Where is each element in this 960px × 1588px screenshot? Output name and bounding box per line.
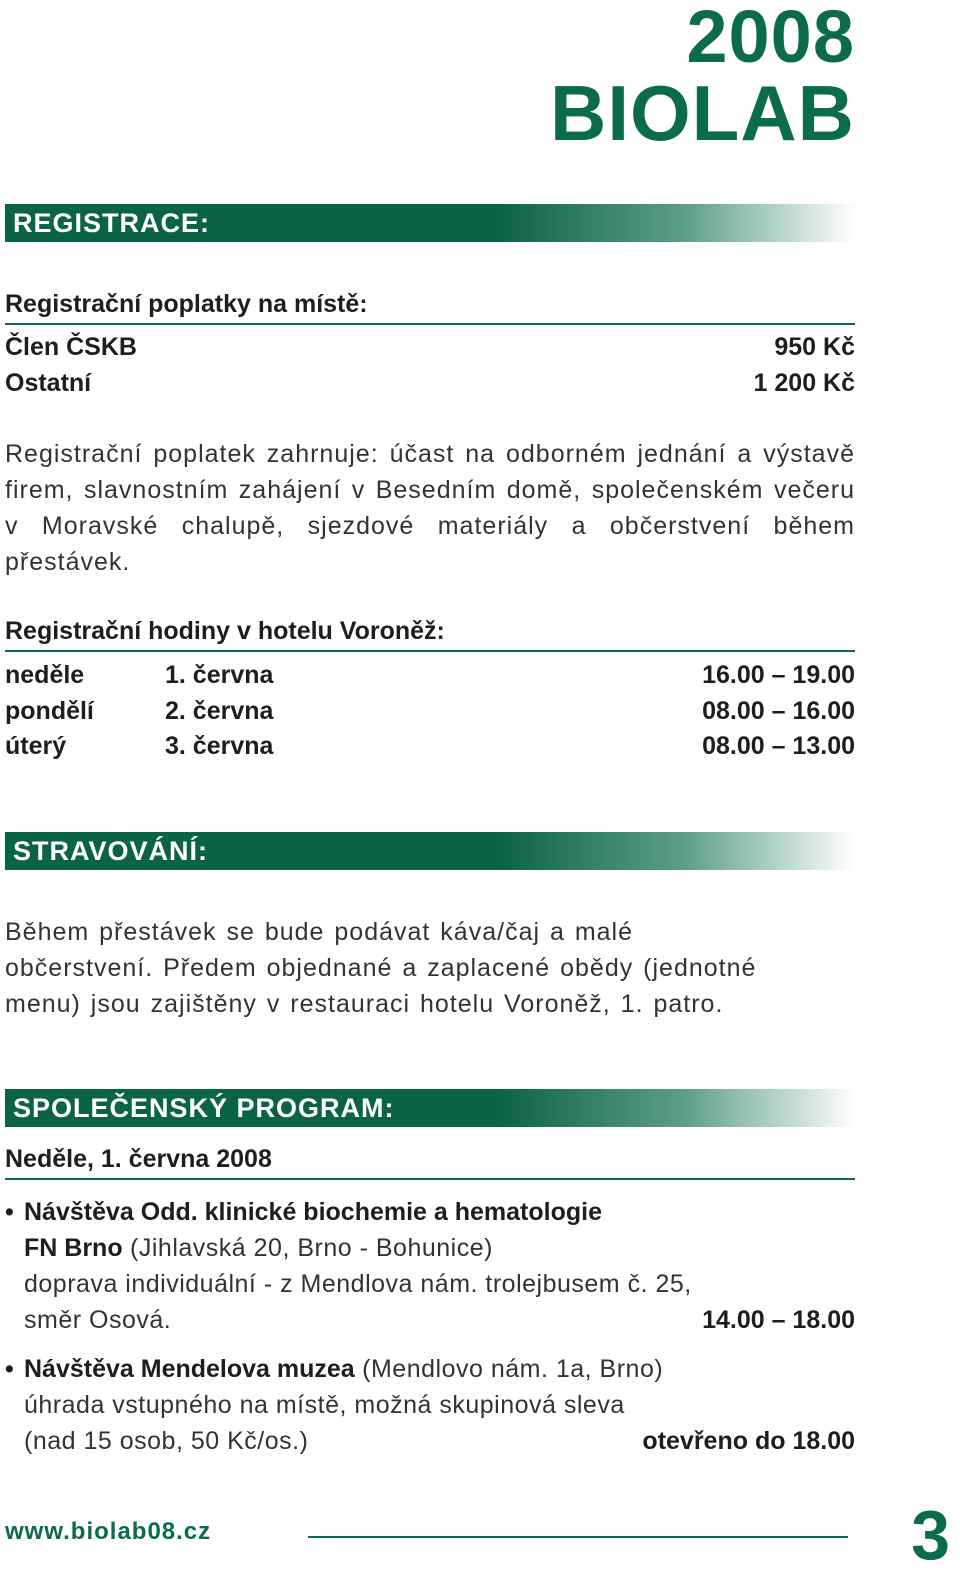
- page-number: 3: [911, 1496, 950, 1574]
- footer-url-link[interactable]: www.biolab08.cz: [5, 1518, 212, 1545]
- hours-date: 3. června: [165, 732, 274, 760]
- fee-price: 1 200 Kč: [753, 369, 855, 397]
- section-heading-registrace: REGISTRACE:: [5, 204, 855, 242]
- footer-divider: [308, 1536, 848, 1538]
- section-heading-program: SPOLEČENSKÝ PROGRAM:: [5, 1089, 855, 1127]
- hours-time: 08.00 – 13.00: [702, 732, 855, 760]
- fee-includes-text: Registrační poplatek zahrnuje: účast na odborném jednání a výstavě firem, slavnostním zahájení v Besedním domě, společenském večeru v Moravské chalupě, sjezdové materiály a občerstvení během přestávek.: [5, 440, 855, 576]
- program-item-time: 14.00 – 18.00: [702, 1306, 855, 1334]
- program-item-title: Návštěva Mendelova muzea: [24, 1355, 355, 1383]
- hours-day: úterý: [5, 732, 67, 760]
- hours-day: pondělí: [5, 697, 94, 725]
- stravovani-line: menu) jsou zajištěny v restauraci hotelu Voroněž, 1. patro.: [5, 990, 724, 1018]
- hours-day: neděle: [5, 661, 85, 689]
- fee-label: Ostatní: [5, 369, 92, 397]
- bullet-icon: •: [5, 1198, 14, 1226]
- stravovani-line: Během přestávek se bude podávat káva/čaj a malé: [5, 918, 634, 946]
- hours-title: Registrační hodiny v hotelu Voroněž:: [5, 617, 855, 652]
- hours-date: 2. června: [165, 697, 274, 725]
- hours-time: 08.00 – 16.00: [702, 697, 855, 725]
- program-item-bold: FN Brno: [24, 1234, 123, 1262]
- program-item-time: otevřeno do 18.00: [642, 1427, 855, 1455]
- section-heading-stravovani: STRAVOVÁNÍ:: [5, 832, 855, 870]
- program-item-address: (Jihlavská 20, Brno - Bohunice): [122, 1234, 493, 1262]
- program-item: [5, 1194, 855, 1338]
- program-date: Neděle, 1. června 2008: [5, 1145, 855, 1180]
- program-item-title: Návštěva Odd. klinické biochemie a hematologie: [24, 1198, 602, 1226]
- program-item-line: úhrada vstupného na místě, možná skupinová sleva: [24, 1391, 625, 1419]
- bullet-icon: •: [5, 1355, 14, 1383]
- program-item-address: (Mendlovo nám. 1a, Brno): [354, 1355, 664, 1383]
- title-name: BIOLAB: [550, 69, 855, 157]
- program-item: [5, 1351, 855, 1459]
- fees-title: Registrační poplatky na místě:: [5, 290, 855, 325]
- hours-date: 1. června: [165, 661, 274, 689]
- program-item-line: doprava individuální - z Mendlova nám. trolejbusem č. 25,: [24, 1270, 692, 1298]
- hours-time: 16.00 – 19.00: [702, 661, 855, 689]
- title-year: 2008: [686, 0, 855, 78]
- fee-label: Člen ČSKB: [5, 333, 137, 361]
- fee-row-member: [5, 332, 855, 362]
- program-item-line: směr Osová.: [24, 1306, 172, 1334]
- fee-row-other: [5, 368, 855, 398]
- stravovani-text: [5, 914, 855, 1022]
- stravovani-line: občerstvení. Předem objednané a zaplacené obědy (jednotné: [5, 954, 757, 982]
- program-item-line: (nad 15 osob, 50 Kč/os.): [24, 1427, 309, 1455]
- fee-price: 950 Kč: [774, 333, 855, 361]
